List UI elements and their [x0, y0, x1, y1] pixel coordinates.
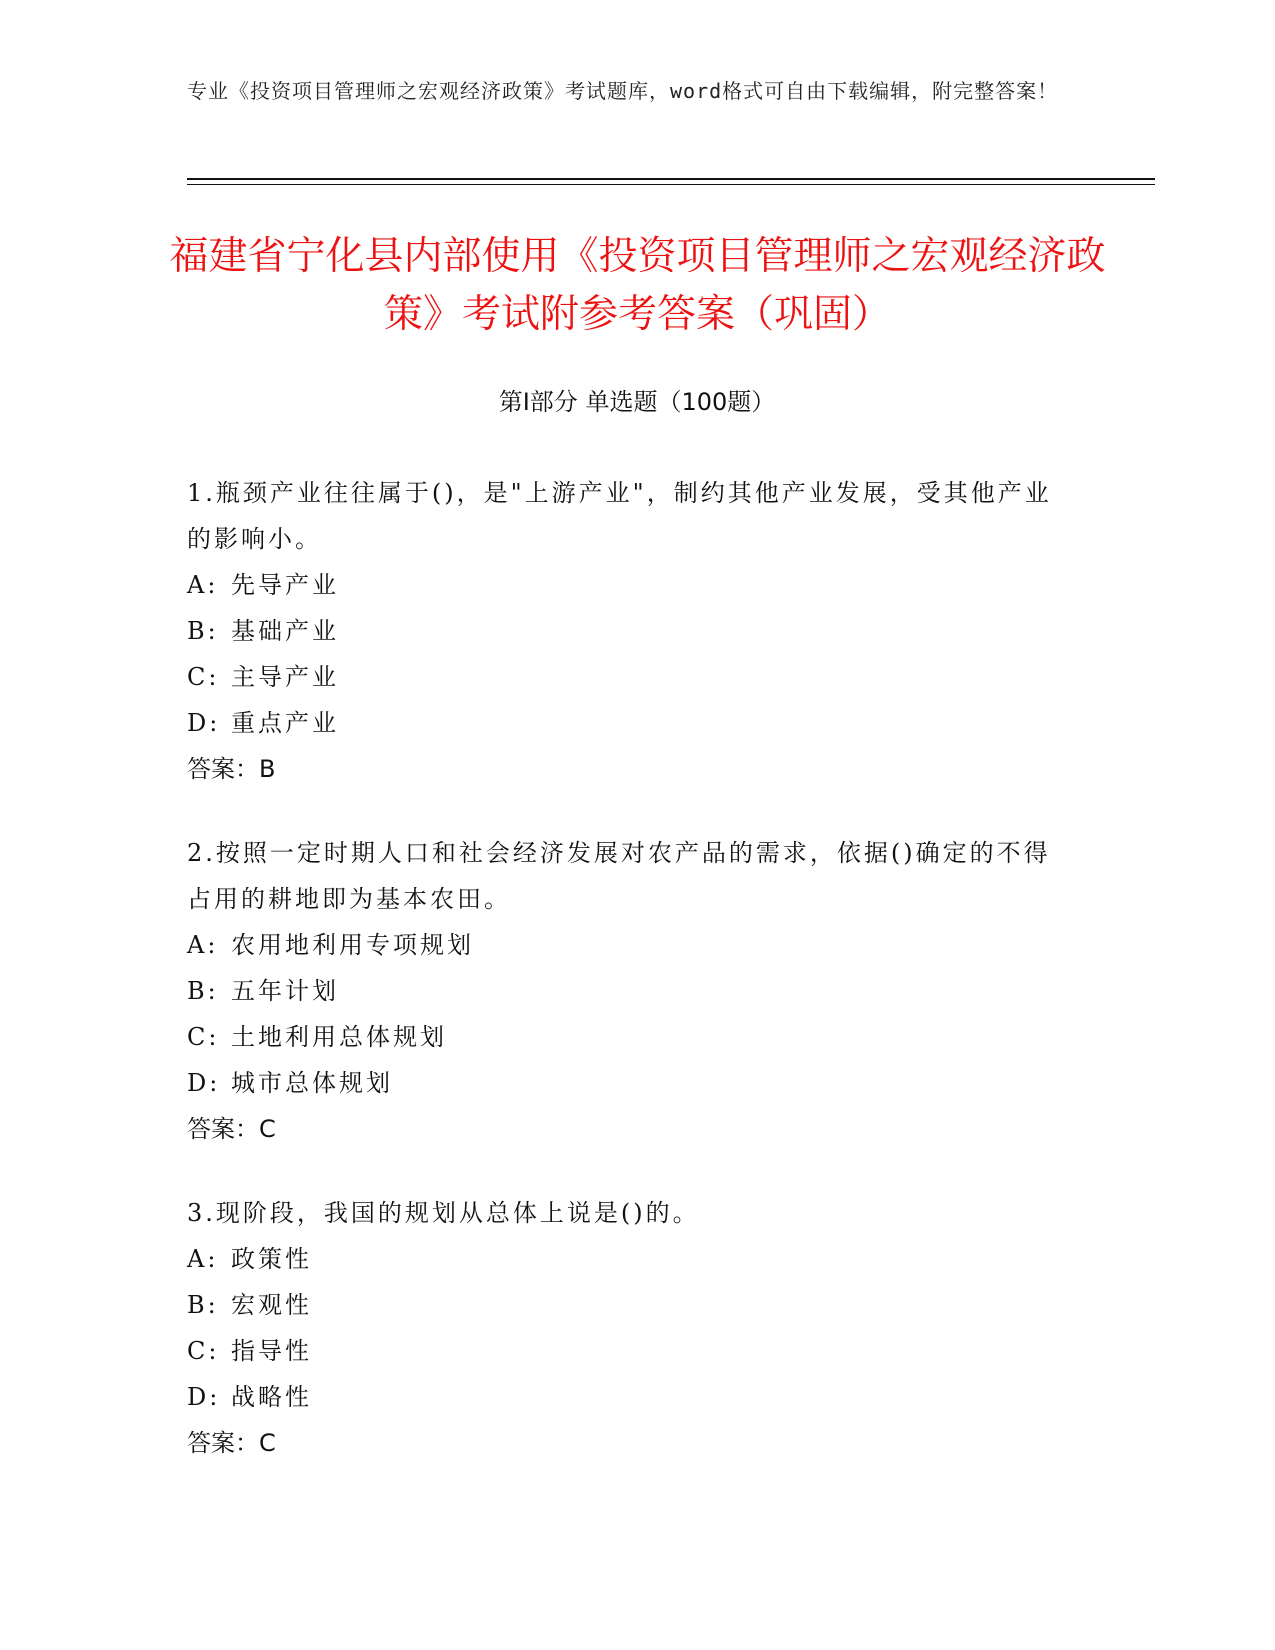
option-letter: D:	[187, 1383, 221, 1411]
question-2	[187, 830, 1067, 1152]
answer-line: 答案：B	[187, 755, 276, 783]
option-letter: C:	[187, 1023, 220, 1051]
option-text: 土地利用总体规划	[231, 1023, 447, 1051]
answer-line: 答案：C	[187, 1115, 276, 1143]
header-note: 专业《投资项目管理师之宏观经济政策》考试题库，word格式可自由下载编辑，附完整答案！	[187, 79, 1059, 103]
option-letter: B:	[187, 977, 219, 1005]
option-text: 先导产业	[231, 571, 339, 599]
option-text: 主导产业	[231, 663, 339, 691]
document-title: 福建省宁化县内部使用《投资项目管理师之宏观经济政策》考试附参考答案（巩固）	[169, 234, 1106, 337]
option-letter: A:	[187, 571, 219, 599]
option-text: 城市总体规划	[231, 1069, 393, 1097]
option-c	[187, 654, 1067, 700]
question-stem: 1.瓶颈产业往往属于()，是"上游产业"，制约其他产业发展，受其他产业的影响小。	[187, 479, 1052, 553]
option-letter: A:	[187, 1245, 219, 1273]
option-text: 战略性	[231, 1383, 312, 1411]
option-a	[187, 1236, 1067, 1282]
option-text: 重点产业	[231, 709, 339, 737]
option-c	[187, 1014, 1067, 1060]
option-text: 宏观性	[231, 1291, 312, 1319]
option-text: 基础产业	[231, 617, 339, 645]
header-divider-thick	[187, 178, 1155, 180]
question-stem: 3.现阶段，我国的规划从总体上说是()的。	[187, 1199, 700, 1227]
option-a	[187, 922, 1067, 968]
option-letter: D:	[187, 709, 221, 737]
option-b	[187, 608, 1067, 654]
option-text: 政策性	[231, 1245, 312, 1273]
header-divider-thin	[187, 184, 1155, 185]
question-3	[187, 1190, 1067, 1466]
section-title: 第Ⅰ部分 单选题（100题）	[498, 388, 776, 416]
option-b	[187, 1282, 1067, 1328]
option-letter: B:	[187, 617, 219, 645]
option-letter: B:	[187, 1291, 219, 1319]
option-c	[187, 1328, 1067, 1374]
option-text: 指导性	[231, 1337, 312, 1365]
option-text: 农用地利用专项规划	[231, 931, 474, 959]
option-letter: C:	[187, 663, 220, 691]
answer-line: 答案：C	[187, 1429, 276, 1457]
option-b	[187, 968, 1067, 1014]
option-letter: C:	[187, 1337, 220, 1365]
question-list	[187, 470, 1067, 1504]
option-d	[187, 1060, 1067, 1106]
option-text: 五年计划	[231, 977, 339, 1005]
option-letter: A:	[187, 931, 219, 959]
question-1	[187, 470, 1067, 792]
option-d	[187, 1374, 1067, 1420]
option-d	[187, 700, 1067, 746]
question-stem: 2.按照一定时期人口和社会经济发展对农产品的需求，依据()确定的不得占用的耕地即为基本农田。	[187, 839, 1051, 913]
option-letter: D:	[187, 1069, 221, 1097]
option-a	[187, 562, 1067, 608]
